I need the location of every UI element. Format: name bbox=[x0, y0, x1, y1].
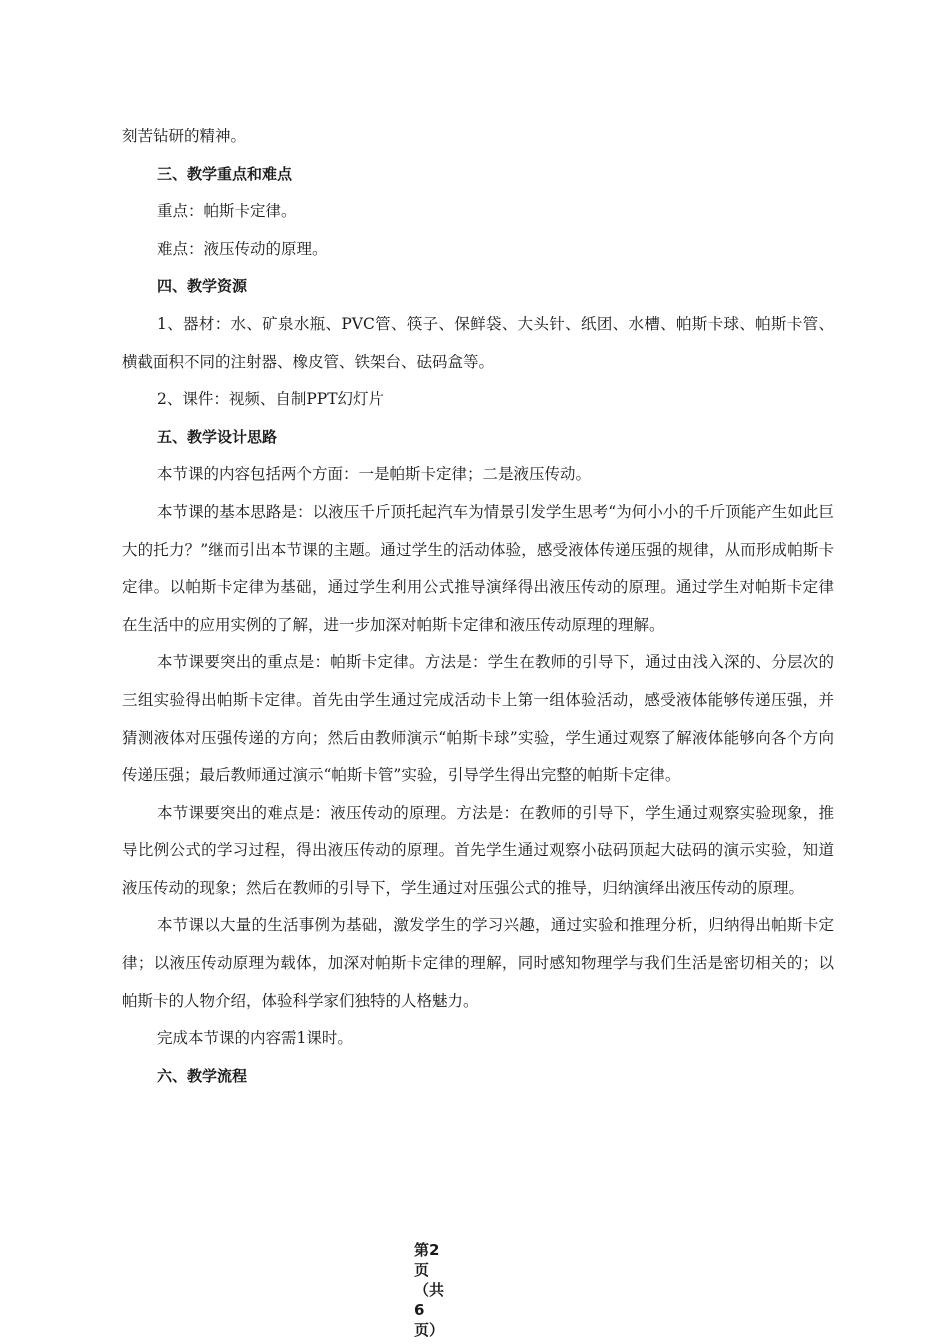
design-paragraph-4: 本节课要突出的难点是：液压传动的原理。方法是：在教师的引导下，学生通过观察实验现象，推导比例公式的学习过程，得出液压传动的原理。首先学生通过观察小砝码顶起大砝码的演示实验，知道液压传动的现象；然后在教师的引导下，学生通过对压强公式的推导，归纳演绎出液压传动的原理。 bbox=[122, 803, 834, 897]
section-heading-3: 三、教学重点和难点 bbox=[157, 164, 293, 183]
design-paragraph-5: 本节课以大量的生活事例为基础，激发学生的学习兴趣，通过实验和推理分析，归纳得出帕斯卡定律；以液压传动原理为载体，加深对帕斯卡定律的理解，同时感知物理学与我们生活是密切相关的；以帕斯卡的人物介绍，体验科学家们独特的人格魅力。 bbox=[122, 916, 834, 1010]
section-heading-6: 六、教学流程 bbox=[157, 1066, 248, 1085]
page-number-line-5: 页） bbox=[414, 1321, 445, 1339]
document-body bbox=[122, 118, 834, 1095]
page-number-line-3: （共 bbox=[414, 1281, 445, 1299]
design-paragraph-1: 本节课的内容包括两个方面：一是帕斯卡定律；二是液压传动。 bbox=[157, 465, 592, 484]
design-paragraph-3: 本节课要突出的重点是：帕斯卡定律。方法是：学生在教师的引导下，通过由浅入深的、分层次的三组实验得出帕斯卡定律。首先由学生通过完成活动卡上第一组体验活动，感受液体能够传递压强，并猜测液体对压强传递的方向；然后由教师演示“帕斯卡球”实验，学生通过观察了解液体能够向各个方向传递压强；最后教师通过演示“帕斯卡管”实验，引导学生得出完整的帕斯卡定律。 bbox=[122, 653, 834, 785]
section-heading-4: 四、教学资源 bbox=[157, 277, 248, 296]
difficulty-text: 难点：液压传动的原理。 bbox=[157, 239, 328, 258]
design-paragraph-6: 完成本节课的内容需1课时。 bbox=[157, 1029, 353, 1048]
page-number-line-4: 6 bbox=[414, 1301, 425, 1319]
resource-item-2: 2、课件：视频、自制PPT幻灯片 bbox=[157, 390, 385, 409]
design-paragraph-2: 本节课的基本思路是：以液压千斤顶托起汽车为情景引发学生思考“为何小小的千斤顶能产生如此巨大的托力？”继而引出本节课的主题。通过学生的活动体验，感受液体传递压强的规律，从而形成帕斯卡定律。以帕斯卡定律为基础，通过学生利用公式推导演绎得出液压传动的原理。通过学生对帕斯卡定律在生活中的应用实例的了解，进一步加深对帕斯卡定律和液压传动原理的理解。 bbox=[122, 502, 834, 634]
page-number bbox=[414, 1240, 454, 1340]
section-heading-5: 五、教学设计思路 bbox=[157, 427, 278, 446]
resource-item-1: 1、器材：水、矿泉水瓶、PVC管、筷子、保鲜袋、大头针、纸团、水槽、帕斯卡球、帕斯卡管、横截面积不同的注射器、橡皮管、铁架台、砝码盒等。 bbox=[122, 314, 834, 371]
page-number-line-2: 页 bbox=[414, 1261, 430, 1279]
page-number-line-1: 第2 bbox=[414, 1241, 440, 1259]
lead-line: 刻苦钻研的精神。 bbox=[122, 127, 247, 145]
key-point-text: 重点：帕斯卡定律。 bbox=[157, 202, 297, 221]
